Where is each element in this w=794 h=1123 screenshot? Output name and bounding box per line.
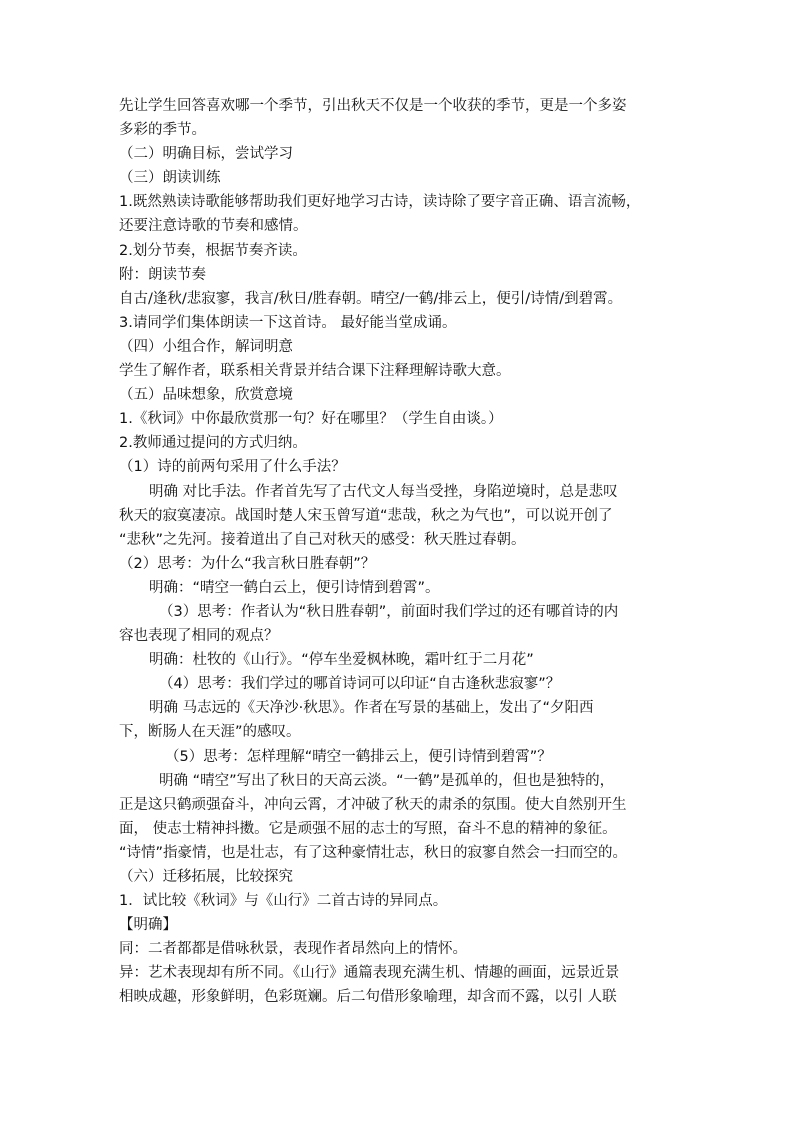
question-line: （5）思考：怎样理解“晴空一鹤排云上，便引诗情到碧霄”？ xyxy=(165,748,552,765)
section-heading: （二）明确目标，尝试学习 xyxy=(119,146,293,163)
question-line: （3）思考：作者认为“秋日胜春朝”，前面时我们学过的还有哪首诗的内 xyxy=(159,603,619,620)
section-heading: （五）品味想象，欣赏意境 xyxy=(119,387,293,404)
paragraph-line: 正是这只鹤顽强奋斗，冲向云霄，才冲破了秋天的肃杀的氛围。使大自然别开生 xyxy=(119,796,627,813)
paragraph-line: 秋天的寂寞凄凉。战国时楚人宋玉曾写道“悲哉，秋之为气也”，可以说开创了 xyxy=(119,507,613,524)
paragraph-line: “悲秋”之先河。接着道出了自己对秋天的感受：秋天胜过春朝。 xyxy=(119,531,526,548)
paragraph-line: 同：二者都都是借咏秋景，表现作者昂然向上的情怀。 xyxy=(119,941,467,958)
paragraph-line: 相映成趣，形象鲜明，色彩斑斓。后二句借形象喻理，却含而不露，以引 人联 xyxy=(119,989,617,1006)
question-line: （2）思考：为什么“我言秋日胜春朝”？ xyxy=(119,555,376,572)
paragraph-line: 下，断肠人在天涯”的感叹。 xyxy=(119,724,301,741)
paragraph-line: 2.教师通过提问的方式归纳。 xyxy=(119,435,307,452)
answer-heading: 【明确】 xyxy=(119,917,177,934)
section-heading: （三）朗读训练 xyxy=(119,170,221,187)
paragraph-line: 先让学生回答喜欢哪一个季节，引出秋天不仅是一个收获的季节，更是一个多姿 xyxy=(119,98,627,114)
answer-line: 明确：“晴空一鹤白云上，便引诗情到碧霄”。 xyxy=(149,579,440,596)
paragraph-line: 容也表现了相同的观点？ xyxy=(119,628,279,645)
question-line: （4）思考：我们学过的哪首诗词可以印证“自古逢秋悲寂寥”？ xyxy=(159,676,561,693)
paragraph-line: 1.《秋词》中你最欣赏那一句？好在哪里？（学生自由谈。） xyxy=(119,411,503,428)
paragraph-line: 3.请同学们集体朗读一下这首诗。 最好能当堂成诵。 xyxy=(119,314,457,331)
paragraph-line: 1.既然熟读诗歌能够帮助我们更好地学习古诗，读诗除了要字音正确、语言流畅， xyxy=(119,194,641,211)
paragraph-line: 多彩的季节。 xyxy=(119,122,206,139)
section-heading: （四）小组合作，解词明意 xyxy=(119,338,293,355)
paragraph-line: 1．试比较《秋词》与《山行》二首古诗的异同点。 xyxy=(119,893,448,910)
paragraph-line: “诗情”指豪情，也是壮志，有了这种豪情壮志，秋日的寂寥自然会一扫而空的。 xyxy=(119,844,628,861)
paragraph-line: 2.划分节奏，根据节奏齐读。 xyxy=(119,242,307,259)
answer-line: 明确 “晴空”写出了秋日的天高云淡。“一鹤”是孤单的，但也是独特的， xyxy=(159,772,615,789)
poem-rhythm-line: 自古/逢秋/悲寂寥，我言/秋日/胜春朝。晴空/一鹤/排云上，便引/诗情/到碧霄。 xyxy=(119,290,623,307)
paragraph-line: 学生了解作者，联系相关背景并结合课下注释理解诗歌大意。 xyxy=(119,363,511,380)
paragraph-line: 还要注意诗歌的节奏和感情。 xyxy=(119,218,308,235)
question-line: （1）诗的前两句采用了什么手法？ xyxy=(119,459,346,476)
answer-line: 明确 马志远的《天净沙·秋思》。作者在写景的基础上，发出了“夕阳西 xyxy=(149,700,594,717)
document-body xyxy=(119,94,679,1010)
paragraph-line: 附：朗读节奏 xyxy=(119,266,206,283)
paragraph-line: 面， 使志士精神抖擞。它是顽强不屈的志士的写照，奋斗不息的精神的象征。 xyxy=(119,820,617,837)
answer-line: 明确 对比手法。作者首先写了古代文人每当受挫，身陷逆境时，总是悲叹 xyxy=(149,483,618,500)
answer-line: 明确：杜牧的《山行》。“停车坐爱枫林晚，霜叶红于二月花” xyxy=(149,652,534,669)
section-heading: （六）迁移拓展，比较探究 xyxy=(119,869,293,885)
paragraph-line: 异：艺术表现却有所不同。《山行》通篇表现充满生机、情趣的画面，远景近景 xyxy=(119,965,620,982)
